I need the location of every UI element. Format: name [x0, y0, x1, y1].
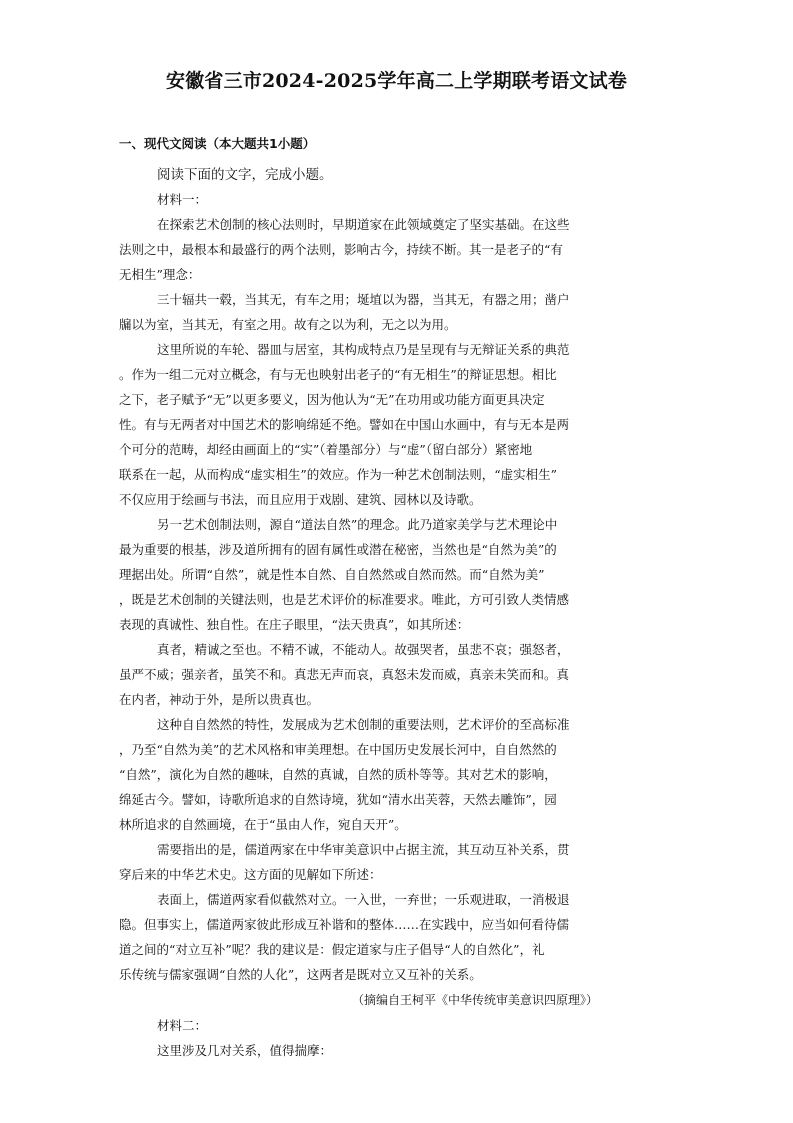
- text-line: 这种自自然然的特性，发展成为艺术创制的重要法则，艺术评价的至高标准: [157, 717, 570, 732]
- text-line: 在探索艺术创制的核心法则时，早期道家在此领域奠定了坚实基础。在这些: [157, 217, 570, 232]
- quote-line: 牖以为室，当其无，有室之用。故有之以为利，无之以为用。: [119, 317, 457, 332]
- material-one-label: 材料一：: [157, 192, 208, 207]
- text-line: 不仅应用于绘画与书法，而且应用于戏剧、建筑、园林以及诗歌。: [119, 492, 482, 507]
- quote-line: 道之间的“对立互补”呢？我的建议是：假定道家与庄子倡导“人的自然化”，礼: [119, 942, 545, 957]
- text-line: 理据出处。所谓“自然”，就是性本自然、自自然然或自然而然。而“自然为美”: [119, 567, 545, 582]
- material-two-label: 材料二：: [157, 1018, 208, 1033]
- quote-line: 隐。但事实上，儒道两家彼此形成互补谐和的整体……在实践中，应当如何看待儒: [119, 917, 570, 932]
- quote-line: 在内者，神动于外，是所以贵真也。: [119, 692, 320, 707]
- quote-line: 乐传统与儒家强调“自然的人化”，这两者是既对立又互补的关系。: [119, 967, 482, 982]
- text-line: ，乃至“自然为美”的艺术风格和审美理想。在中国历史发展长河中，自自然然的: [119, 742, 557, 757]
- text-line: 表现的真诚性、独自性。在庄子眼里，“法天贵真”，如其所述：: [119, 617, 470, 632]
- quote-line: 三十辐共一毂，当其无，有车之用；埏埴以为器，当其无，有器之用；凿户: [157, 292, 570, 307]
- quote-line: 表面上，儒道两家看似截然对立。一入世，一弃世；一乐观进取，一消极退: [157, 892, 570, 907]
- text-line: 这里所说的车轮、器皿与居室，其构成特点乃是呈现有与无辩证关系的典范: [157, 342, 570, 357]
- text-line: 最为重要的根基，涉及道所拥有的固有属性或潜在秘密，当然也是“自然为美”的: [119, 542, 557, 557]
- text-line: 需要指出的是，儒道两家在中华审美意识中占据主流，其互动互补关系，贯: [157, 842, 570, 857]
- text-line: 个可分的范畴，却经由画面上的“实”（着墨部分）与“虚”（留白部分）紧密地: [119, 442, 533, 457]
- source-citation: （摘编自王柯平《中华传统审美意识四原理》）: [352, 993, 599, 1007]
- quote-line: 真者，精诚之至也。不精不诚，不能动人。故强哭者，虽悲不哀；强怒者，: [157, 642, 570, 657]
- text-line: “自然”，演化为自然的趣味，自然的真诚，自然的质朴等等。其对艺术的影响，: [119, 767, 557, 782]
- quote-line: 虽严不威；强亲者，虽笑不和。真悲无声而哀，真怒未发而威，真亲未笑而和。真: [119, 667, 570, 682]
- section-heading: 一、现代文阅读（本大题共1小题）: [119, 136, 316, 151]
- text-line: 林所追求的自然画境，在于“虽由人作，宛自天开”。: [119, 817, 407, 832]
- text-line: 穿后来的中华艺术史。这方面的见解如下所述：: [119, 867, 382, 882]
- text-line: 之下，老子赋予“无”以更多要义，因为他认为“无”在功用或功能方面更具决定: [119, 392, 545, 407]
- text-line: 法则之中，最根本和最盛行的两个法则，影响古今，持续不断。其一是老子的“有: [119, 242, 563, 257]
- text-line: 绵延古今。譬如，诗歌所追求的自然诗境，犹如“清水出芙蓉，天然去雕饰”，园: [119, 792, 557, 807]
- text-line: 联系在一起，从而构成“虚实相生”的效应。作为一种艺术创制法则，“虚实相生”: [119, 467, 558, 482]
- text-line: 无相生”理念：: [119, 267, 201, 282]
- text-line: 。作为一组二元对立概念，有与无也映射出老子的“有无相生”的辩证思想。相比: [119, 367, 557, 382]
- text-line: 另一艺术创制法则，源自“道法自然”的理念。此乃道家美学与艺术理论中: [157, 517, 558, 532]
- text-line: 这里涉及几对关系，值得揣摩：: [157, 1043, 333, 1058]
- reading-instruction: 阅读下面的文字，完成小题。: [157, 167, 333, 183]
- text-line: ，既是艺术创制的关键法则，也是艺术评价的标准要求。唯此，方可引致人类情感: [119, 592, 570, 607]
- text-line: 性。有与无两者对中国艺术的影响绵延不绝。譬如在中国山水画中，有与无本是两: [119, 417, 570, 432]
- exam-title: 安徽省三市2024-2025学年高二上学期联考语文试卷: [165, 70, 628, 92]
